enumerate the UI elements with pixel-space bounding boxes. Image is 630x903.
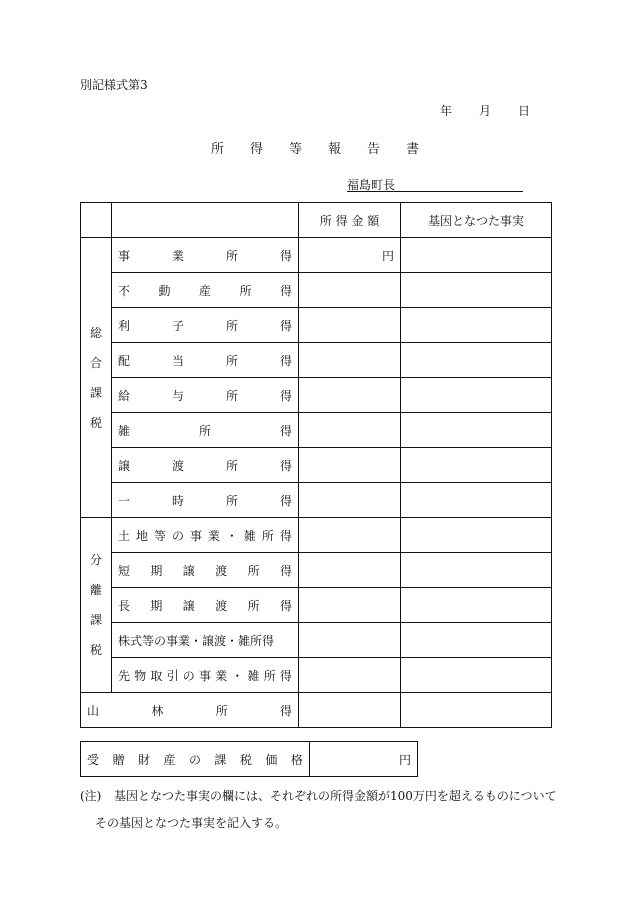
addressee: 福島町長: [347, 176, 523, 192]
amount-cell[interactable]: [299, 308, 401, 343]
fact-cell[interactable]: [401, 413, 552, 448]
header-blank-2: [112, 203, 299, 238]
amount-cell[interactable]: 円: [299, 238, 401, 273]
page-title: 所得等報告書: [210, 142, 445, 157]
fact-cell[interactable]: [401, 658, 552, 693]
header-fact: 基因となつた事実: [401, 203, 552, 238]
row-label: 事 業 所 得: [112, 238, 299, 273]
note-line-1: [80, 787, 557, 804]
fact-cell[interactable]: [401, 378, 552, 413]
amount-cell[interactable]: [299, 553, 401, 588]
fact-cell[interactable]: [401, 308, 552, 343]
table-row: [81, 658, 552, 693]
gift-table: [80, 741, 418, 777]
row-label: 雑 所 得: [112, 413, 299, 448]
table-row: [81, 273, 552, 308]
row-label-sanrin: 山 林 所 得: [81, 693, 299, 728]
amount-cell[interactable]: [299, 448, 401, 483]
table-row: [81, 238, 552, 273]
row-label: 不 動 産 所 得: [112, 273, 299, 308]
row-label: 土 地 等 の 事 業 ・ 雑 所 得: [112, 518, 299, 553]
table-row: [81, 308, 552, 343]
note-mark: (注): [80, 789, 102, 803]
fact-cell[interactable]: [401, 343, 552, 378]
note-text-1: 基因となつた事実の欄には、それぞれの所得金額が100万円を超えるものについて: [114, 789, 557, 803]
table-row: [81, 553, 552, 588]
row-label: 長 期 譲 渡 所 得: [112, 588, 299, 623]
date-month: 月: [478, 104, 491, 118]
fact-cell[interactable]: [401, 483, 552, 518]
amount-cell[interactable]: [299, 588, 401, 623]
table-row: [81, 343, 552, 378]
table-row: [81, 742, 418, 777]
note-line-2: その基因となつた事実を記入する。: [95, 816, 288, 830]
table-row: [81, 448, 552, 483]
gift-amount-cell[interactable]: 円: [310, 742, 418, 777]
group-label-sogo: 総 合 課 税: [81, 238, 112, 518]
table-row: [81, 413, 552, 448]
row-label: 配 当 所 得: [112, 343, 299, 378]
row-label: 株式等の事業・譲渡・雑所得: [112, 623, 299, 658]
header-blank-1: [81, 203, 112, 238]
amount-cell[interactable]: [299, 343, 401, 378]
fact-cell[interactable]: [401, 518, 552, 553]
gift-label: 受 贈 財 産 の 課 税 価 格: [81, 742, 310, 777]
fact-cell[interactable]: [401, 273, 552, 308]
table-row: [81, 693, 552, 728]
fact-cell[interactable]: [401, 553, 552, 588]
row-label: 先 物 取 引 の 事 業 ・ 雑 所 得: [112, 658, 299, 693]
row-label: 一 時 所 得: [112, 483, 299, 518]
amount-cell[interactable]: [299, 518, 401, 553]
table-row: [81, 483, 552, 518]
table-row: [81, 623, 552, 658]
table-header-row: [81, 203, 552, 238]
row-label: 利 子 所 得: [112, 308, 299, 343]
amount-cell[interactable]: [299, 658, 401, 693]
amount-cell[interactable]: [299, 273, 401, 308]
table-row: [81, 518, 552, 553]
amount-cell[interactable]: [299, 413, 401, 448]
amount-cell[interactable]: [299, 693, 401, 728]
amount-cell[interactable]: [299, 378, 401, 413]
form-id: 別記様式第3: [80, 78, 148, 92]
table-row: [81, 588, 552, 623]
date-year: 年: [440, 104, 453, 118]
fact-cell[interactable]: [401, 238, 552, 273]
table-row: [81, 378, 552, 413]
fact-cell[interactable]: [401, 588, 552, 623]
income-table: [80, 202, 552, 728]
row-label: 短 期 譲 渡 所 得: [112, 553, 299, 588]
fact-cell[interactable]: [401, 448, 552, 483]
amount-cell[interactable]: [299, 623, 401, 658]
fact-cell[interactable]: [401, 693, 552, 728]
amount-cell[interactable]: [299, 483, 401, 518]
date-day: 日: [517, 104, 530, 118]
fact-cell[interactable]: [401, 623, 552, 658]
row-label: 給 与 所 得: [112, 378, 299, 413]
row-label: 譲 渡 所 得: [112, 448, 299, 483]
header-amount: 所 得 金 額: [299, 203, 401, 238]
date-line: [440, 102, 530, 119]
group-label-bunri: 分 離 課 税: [81, 518, 112, 693]
